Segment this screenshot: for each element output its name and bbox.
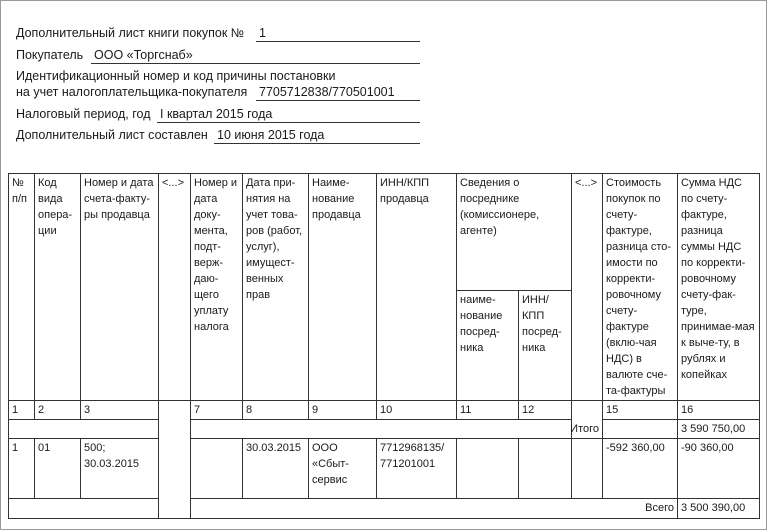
header-c11: наиме-нование посред-ника	[457, 290, 519, 400]
row-c12	[519, 439, 572, 499]
data-row	[9, 439, 760, 499]
row-invoice: 500; 30.03.2015	[81, 439, 159, 499]
colnum-7: 7	[191, 401, 243, 420]
header-c2: Код вида опера-ции	[35, 174, 81, 401]
header-c10: ИНН/КПП продавца	[377, 174, 457, 401]
inn-value: 7705712838/770501001	[256, 85, 420, 101]
colnum-9: 9	[309, 401, 377, 420]
header-row	[9, 174, 760, 291]
row-code: 01	[35, 439, 81, 499]
colnum-8: 8	[243, 401, 309, 420]
header-gap2: <...>	[572, 174, 603, 401]
row-cost: -592 360,00	[603, 439, 678, 499]
itogo-label	[191, 420, 603, 439]
itogo-value: 3 590 750,00	[678, 420, 760, 439]
colnum-12: 12	[519, 401, 572, 420]
row-accept-date: 30.03.2015	[243, 439, 309, 499]
itogo-label-text: Итого	[570, 423, 599, 435]
buyer-value: ООО «Торгснаб»	[91, 48, 420, 64]
colnum-10: 10	[377, 401, 457, 420]
inn-label-line1: Идентификационный номер и код причины постановки	[16, 69, 336, 83]
colnum-15: 15	[603, 401, 678, 420]
period-value: I квартал 2015 года	[157, 107, 420, 123]
sheet-title	[16, 26, 244, 41]
compiled-label: Дополнительный лист составлен	[16, 128, 208, 142]
purchase-ledger-table	[8, 173, 760, 519]
header-c9: Наиме-нование продавца	[309, 174, 377, 401]
header-c3: Номер и дата счета-факту-ры продавца	[81, 174, 159, 401]
period-label: Налоговый период, год	[16, 107, 151, 121]
header-c15: Стоимость покупок по счету-фактуре, разница сто-имости по корректи-ровочному счету-фактуре (вклю-чая НДС) в валюте сче-та-фактуры	[603, 174, 678, 401]
colnum-1: 1	[9, 401, 35, 420]
colnum-3: 3	[81, 401, 159, 420]
gap1-spacer	[159, 401, 191, 519]
header-c16: Сумма НДС по счету-фактуре, разница суммы НДС по корректи-ровочному счету-фак-туре, принимае-мая к выче-ту, в рублях и копейках	[678, 174, 760, 401]
header-c12: ИНН/ КПП посред-ника	[519, 290, 572, 400]
column-number-row	[9, 401, 760, 420]
vsego-label: Всего	[191, 499, 678, 519]
header-c8: Дата при-нятия на учет това-ров (работ, услуг), имущест-венных прав	[243, 174, 309, 401]
sheet-title-label: Дополнительный лист книги покупок №	[16, 26, 245, 40]
header-c1: № п/п	[9, 174, 35, 401]
compiled-value: 10 июня 2015 года	[214, 128, 420, 144]
row-num: 1	[9, 439, 35, 499]
itogo-row	[9, 420, 760, 439]
row-seller-inn: 7712968135/ 771201001	[377, 439, 457, 499]
row-c7	[191, 439, 243, 499]
itogo-mid	[603, 420, 678, 439]
vsego-value: 3 500 390,00	[678, 499, 760, 519]
row-vat: -90 360,00	[678, 439, 760, 499]
header-gap1: <...>	[159, 174, 191, 401]
vsego-blank-left	[9, 499, 159, 519]
buyer-label: Покупатель	[16, 48, 84, 62]
colnum-2: 2	[35, 401, 81, 420]
row-gap2	[572, 439, 603, 499]
vsego-row	[9, 499, 760, 519]
row-seller: ООО «Сбыт-сервис	[309, 439, 377, 499]
sheet-number: 1	[256, 26, 420, 42]
colnum-16: 16	[678, 401, 760, 420]
header-intermediary: Сведения о посреднике (комиссионере, агенте)	[457, 174, 572, 291]
itogo-blank-left	[9, 420, 159, 439]
inn-label-line2: на учет налогоплательщика-покупателя	[16, 85, 248, 99]
header-c7: Номер и дата доку-мента, подт-верж-даю-щего уплату налога	[191, 174, 243, 401]
row-c11	[457, 439, 519, 499]
colnum-11: 11	[457, 401, 519, 420]
